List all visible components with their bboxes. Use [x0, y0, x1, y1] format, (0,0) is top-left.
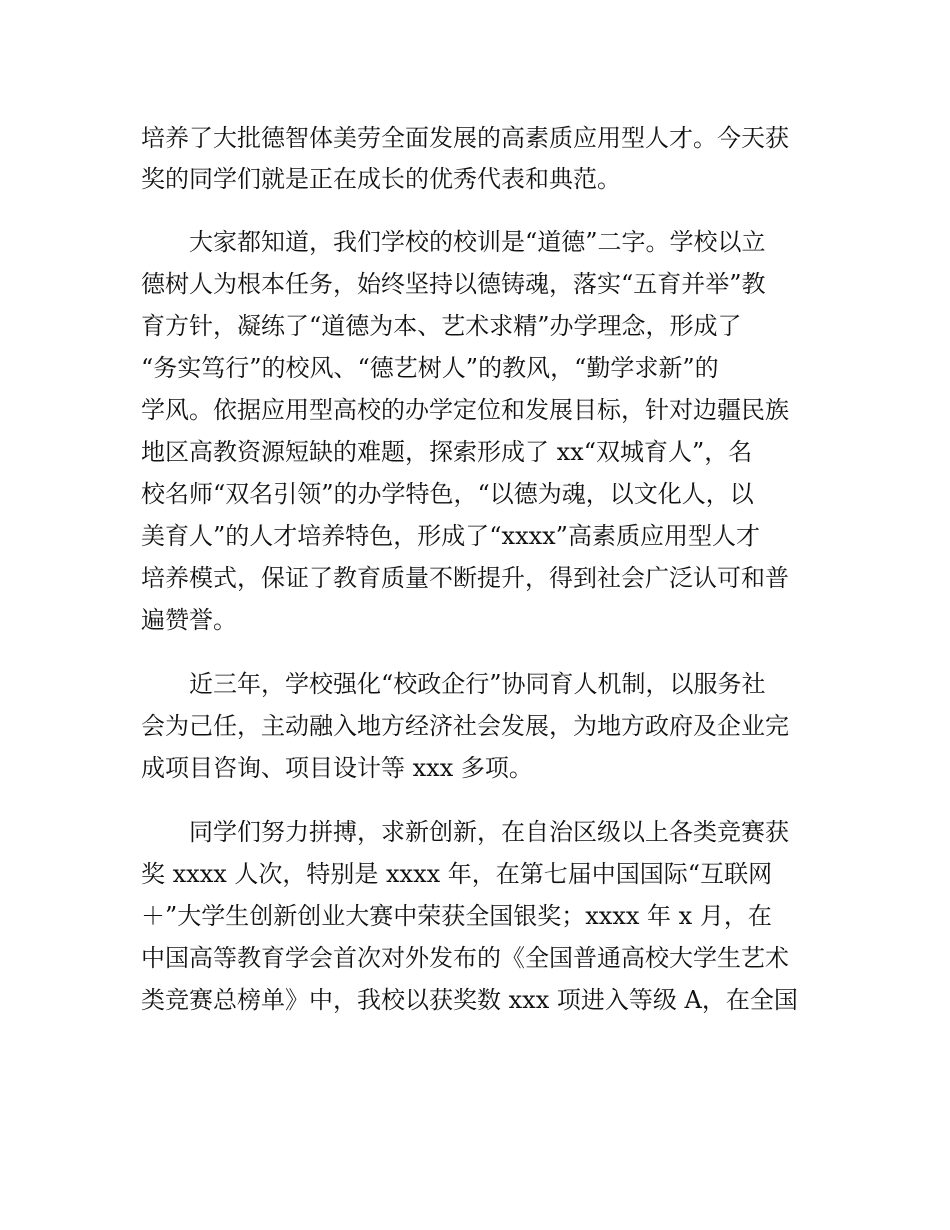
- text-line: 地区高教资源短缺的难题，探索形成了 xx“双城育人”，名: [141, 438, 753, 466]
- text-line: 近三年，学校强化“校政企行”协同育人机制，以服务社: [141, 670, 766, 698]
- text-line: 大家都知道，我们学校的校训是“道德”二字。学校以立: [141, 228, 766, 256]
- text-line: 类竞赛总榜单》中，我校以获奖数 xxx 项进入等级 A，在全国: [141, 986, 798, 1014]
- text-line: 同学们努力拼搏，求新创新，在自治区级以上各类竞赛获: [141, 818, 789, 846]
- text-line: 中国高等教育学会首次对外发布的《全国普通高校大学生艺术: [141, 944, 789, 972]
- text-line: 会为己任，主动融入地方经济社会发展，为地方政府及企业完: [141, 712, 789, 740]
- text-line: 育方针，凝练了“道德为本、艺术求精”办学理念，形成了: [141, 312, 742, 340]
- text-line: 德树人为根本任务，始终坚持以德铸魂，落实“五育并举”教: [141, 270, 766, 298]
- text-line: 奖的同学们就是正在成长的优秀代表和典范。: [141, 165, 621, 193]
- text-line: ＋”大学生创新创业大赛中荣获全国银奖；xxxx 年 x 月，在: [141, 902, 772, 930]
- text-line: 校名师“双名引领”的办学特色，“以德为魂，以文化人，以: [141, 480, 754, 508]
- text-line: 遍赞誉。: [141, 606, 237, 634]
- text-line: 培养了大批德智体美劳全面发展的高素质应用型人才。今天获: [141, 124, 789, 152]
- text-line: 培养模式，保证了教育质量不断提升，得到社会广泛认可和普: [141, 564, 789, 592]
- text-line: “务实笃行”的校风、“德艺树人”的教风，“勤学求新”的: [141, 354, 719, 382]
- text-line: 奖 xxxx 人次，特别是 xxxx 年，在第七届中国国际“互联网: [141, 860, 773, 888]
- text-line: 成项目咨询、项目设计等 xxx 多项。: [141, 754, 533, 782]
- text-line: 美育人”的人才培养特色，形成了“xxxx”高素质应用型人才: [141, 522, 760, 550]
- text-line: 学风。依据应用型高校的办学定位和发展目标，针对边疆民族: [141, 396, 789, 424]
